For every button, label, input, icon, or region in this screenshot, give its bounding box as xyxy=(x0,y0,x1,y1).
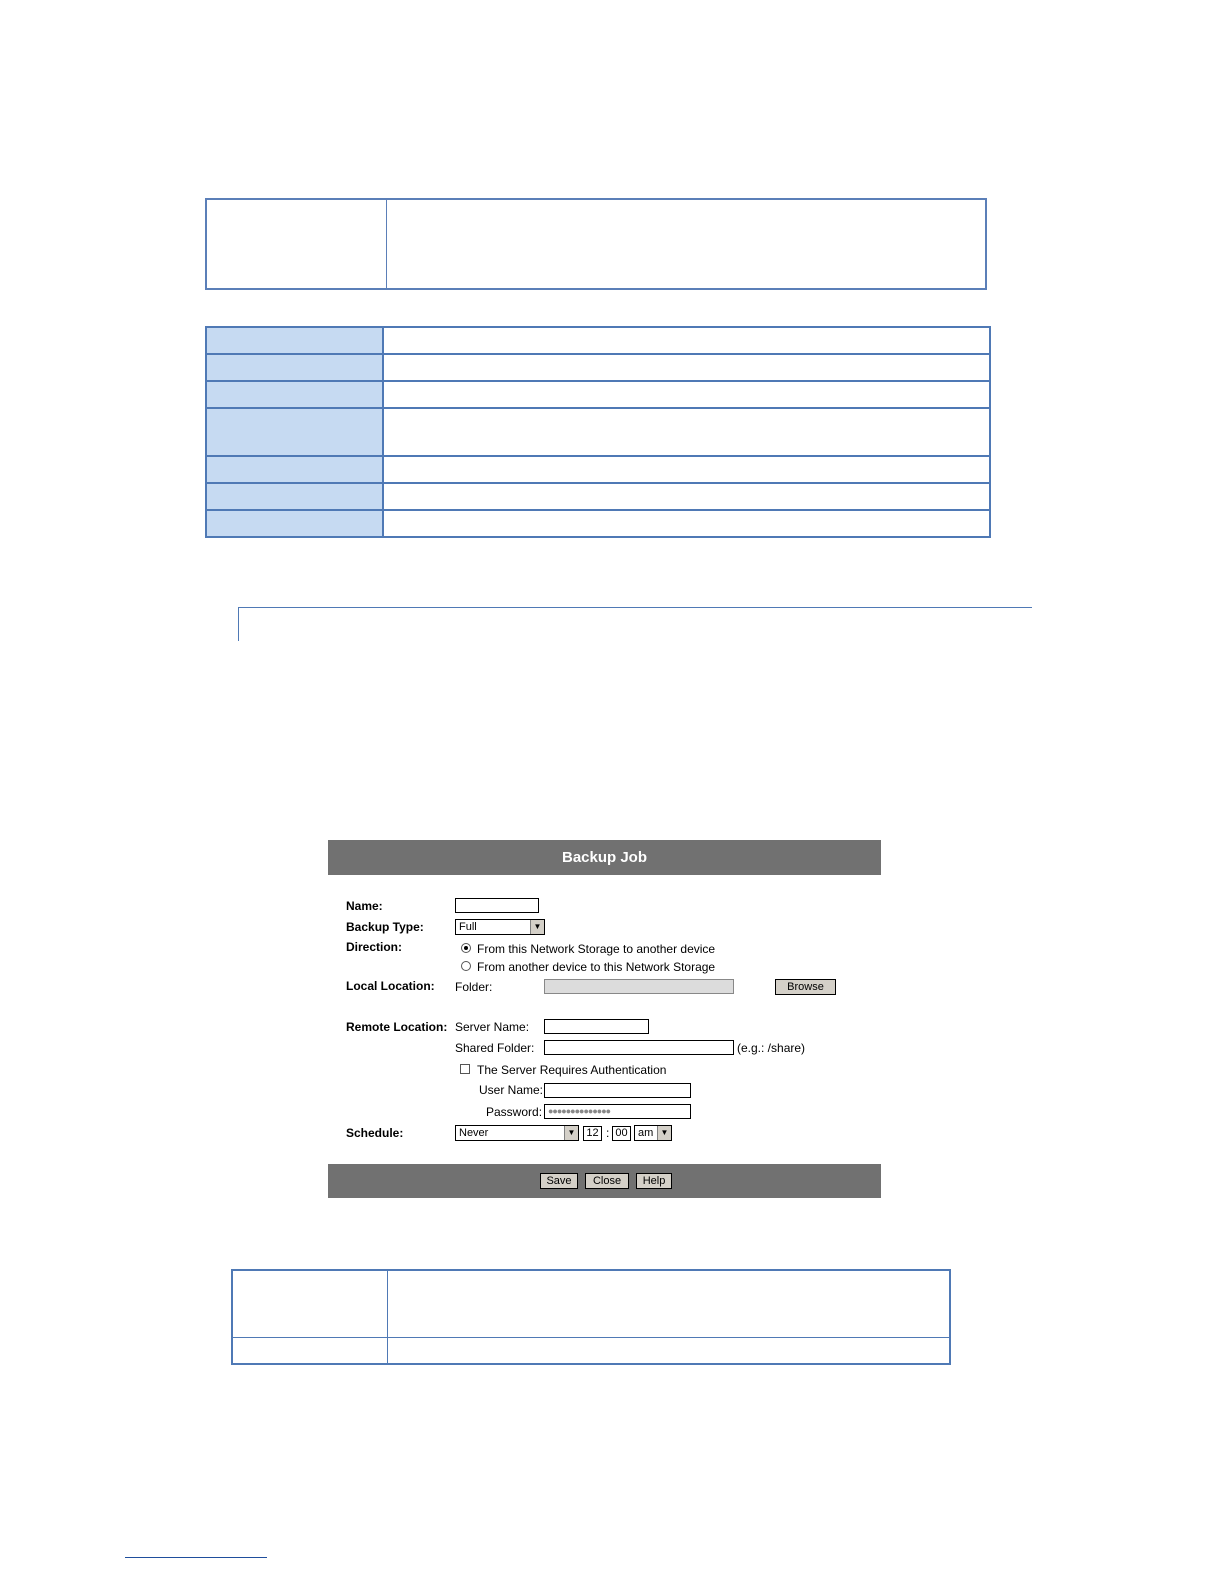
backup-type-select[interactable] xyxy=(455,919,545,935)
server-name-input[interactable] xyxy=(544,1019,649,1034)
table-cell xyxy=(383,510,990,537)
user-name-input[interactable] xyxy=(544,1083,691,1098)
shared-folder-input[interactable] xyxy=(544,1040,734,1055)
name-label: Name: xyxy=(346,899,383,913)
dialog-footer xyxy=(328,1164,881,1198)
chevron-down-icon: ▼ xyxy=(530,920,544,934)
remote-location-label: Remote Location: xyxy=(346,1020,448,1034)
schedule-select[interactable] xyxy=(455,1125,579,1141)
direction-option-inbound: From another device to this Network Storage xyxy=(477,960,716,974)
chevron-down-icon: ▼ xyxy=(657,1126,671,1140)
column-divider xyxy=(387,1271,388,1363)
folder-input[interactable] xyxy=(544,979,734,994)
save-button[interactable]: Save xyxy=(540,1173,578,1189)
shared-folder-label: Shared Folder: xyxy=(455,1041,535,1055)
direction-radio-inbound[interactable] xyxy=(461,961,471,971)
table-header-cell xyxy=(206,456,383,483)
table-cell xyxy=(383,327,990,354)
help-button[interactable]: Help xyxy=(636,1173,672,1189)
direction-label: Direction: xyxy=(346,940,403,954)
table-header-cell xyxy=(206,510,383,537)
ampm-select[interactable] xyxy=(634,1125,672,1141)
browse-button[interactable]: Browse xyxy=(775,979,836,995)
backup-job-dialog xyxy=(328,840,881,1198)
direction-option-outbound: From this Network Storage to another device xyxy=(477,942,716,956)
minute-input[interactable]: 00 xyxy=(612,1126,631,1141)
empty-table-top xyxy=(205,198,987,290)
table-cell xyxy=(383,456,990,483)
password-label: Password: xyxy=(486,1105,543,1119)
shared-folder-hint: (e.g.: /share) xyxy=(737,1041,806,1055)
table-header-cell xyxy=(206,483,383,510)
direction-radio-outbound[interactable] xyxy=(461,943,471,953)
table-cell xyxy=(383,408,990,455)
chevron-down-icon: ▼ xyxy=(564,1126,578,1140)
auth-checkbox[interactable] xyxy=(460,1064,470,1074)
user-name-label: User Name: xyxy=(479,1083,544,1097)
schedule-label: Schedule: xyxy=(346,1126,404,1140)
ampm-value: am xyxy=(638,1127,654,1139)
backup-type-value: Full xyxy=(459,921,477,933)
backup-type-label: Backup Type: xyxy=(346,920,424,934)
folder-label: Folder: xyxy=(455,980,493,994)
name-input[interactable] xyxy=(455,898,539,913)
row-divider xyxy=(233,1337,949,1338)
auth-checkbox-label: The Server Requires Authentication xyxy=(477,1063,667,1077)
local-location-label: Local Location: xyxy=(346,979,435,993)
table-cell xyxy=(383,483,990,510)
table-header-cell xyxy=(206,327,383,354)
time-separator: : xyxy=(606,1126,610,1140)
table-header-cell xyxy=(206,408,383,455)
password-input[interactable]: ●●●●●●●●●●●●●● xyxy=(544,1104,691,1119)
empty-table-bottom xyxy=(231,1269,951,1365)
dialog-title: Backup Job xyxy=(328,840,881,875)
table-cell xyxy=(383,354,990,381)
parameter-table xyxy=(205,326,991,538)
column-divider xyxy=(386,200,387,288)
footnote-rule xyxy=(125,1557,267,1558)
close-button[interactable]: Close xyxy=(585,1173,629,1189)
table-header-cell xyxy=(206,381,383,408)
server-name-label: Server Name: xyxy=(455,1020,530,1034)
table-cell xyxy=(383,381,990,408)
hour-input[interactable]: 12 xyxy=(583,1126,602,1141)
section-heading-rule xyxy=(238,607,1032,641)
schedule-value: Never xyxy=(459,1127,489,1139)
table-header-cell xyxy=(206,354,383,381)
